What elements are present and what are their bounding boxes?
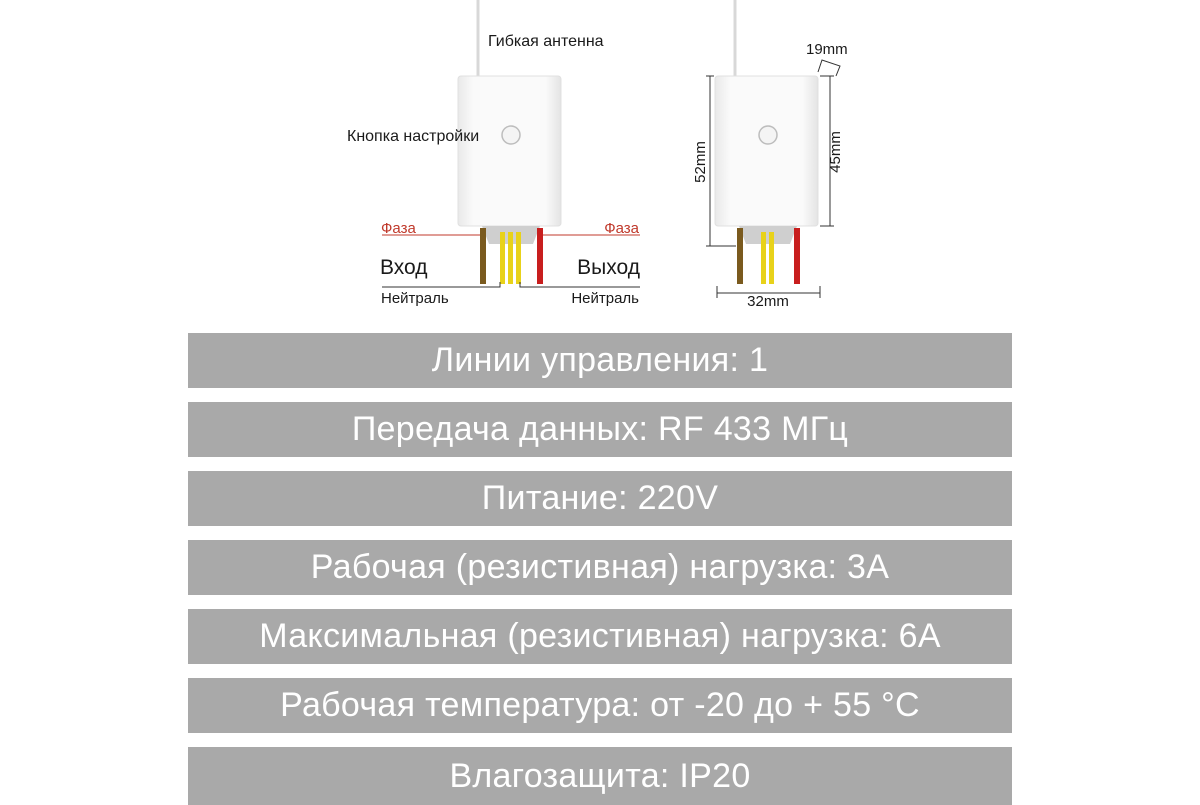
wire-brown <box>737 228 743 284</box>
setup-button-icon <box>502 126 520 144</box>
setup-button-label: Кнопка настройки <box>347 128 480 145</box>
spec-data-transfer: Передача данных: RF 433 МГц <box>188 402 1012 457</box>
wire-yellow-2 <box>769 232 774 284</box>
input-label: Вход <box>380 256 428 279</box>
wire-yellow-2 <box>508 232 513 284</box>
wire-yellow-1 <box>500 232 505 284</box>
phase-left-label: Фаза <box>381 220 416 237</box>
neutral-left-label: Нейтраль <box>381 290 449 307</box>
device-front-view <box>347 0 640 307</box>
wire-yellow-1 <box>761 232 766 284</box>
spec-power: Питание: 220V <box>188 471 1012 526</box>
neutral-right-label: Нейтраль <box>571 290 639 307</box>
antenna-label: Гибкая антенна <box>488 33 604 50</box>
spec-max-load: Максимальная (резистивная) нагрузка: 6A <box>188 609 1012 664</box>
setup-button-icon <box>759 126 777 144</box>
device-body <box>715 76 818 226</box>
dimension-total-height: 52mm <box>692 141 709 183</box>
spec-operating-temperature: Рабочая температура: от -20 до + 55 °С <box>188 678 1012 733</box>
wire-yellow-3 <box>516 232 521 284</box>
wire-red <box>794 228 800 284</box>
spec-moisture-protection: Влагозащита: IP20 <box>188 747 1012 805</box>
output-label: Выход <box>577 256 640 279</box>
device-dimension-view <box>692 0 848 310</box>
wire-connector <box>739 226 797 244</box>
spec-control-lines: Линии управления: 1 <box>188 333 1012 388</box>
spec-working-load: Рабочая (резистивная) нагрузка: 3A <box>188 540 1012 595</box>
wire-brown <box>480 228 486 284</box>
dimension-body-height: 45mm <box>827 131 844 173</box>
phase-right-label: Фаза <box>604 220 639 237</box>
dimension-depth: 19mm <box>806 41 848 58</box>
spec-list <box>188 333 1012 805</box>
wire-red <box>537 228 543 284</box>
dimension-width: 32mm <box>747 293 789 310</box>
device-body <box>458 76 561 226</box>
device-diagram <box>0 0 1200 320</box>
